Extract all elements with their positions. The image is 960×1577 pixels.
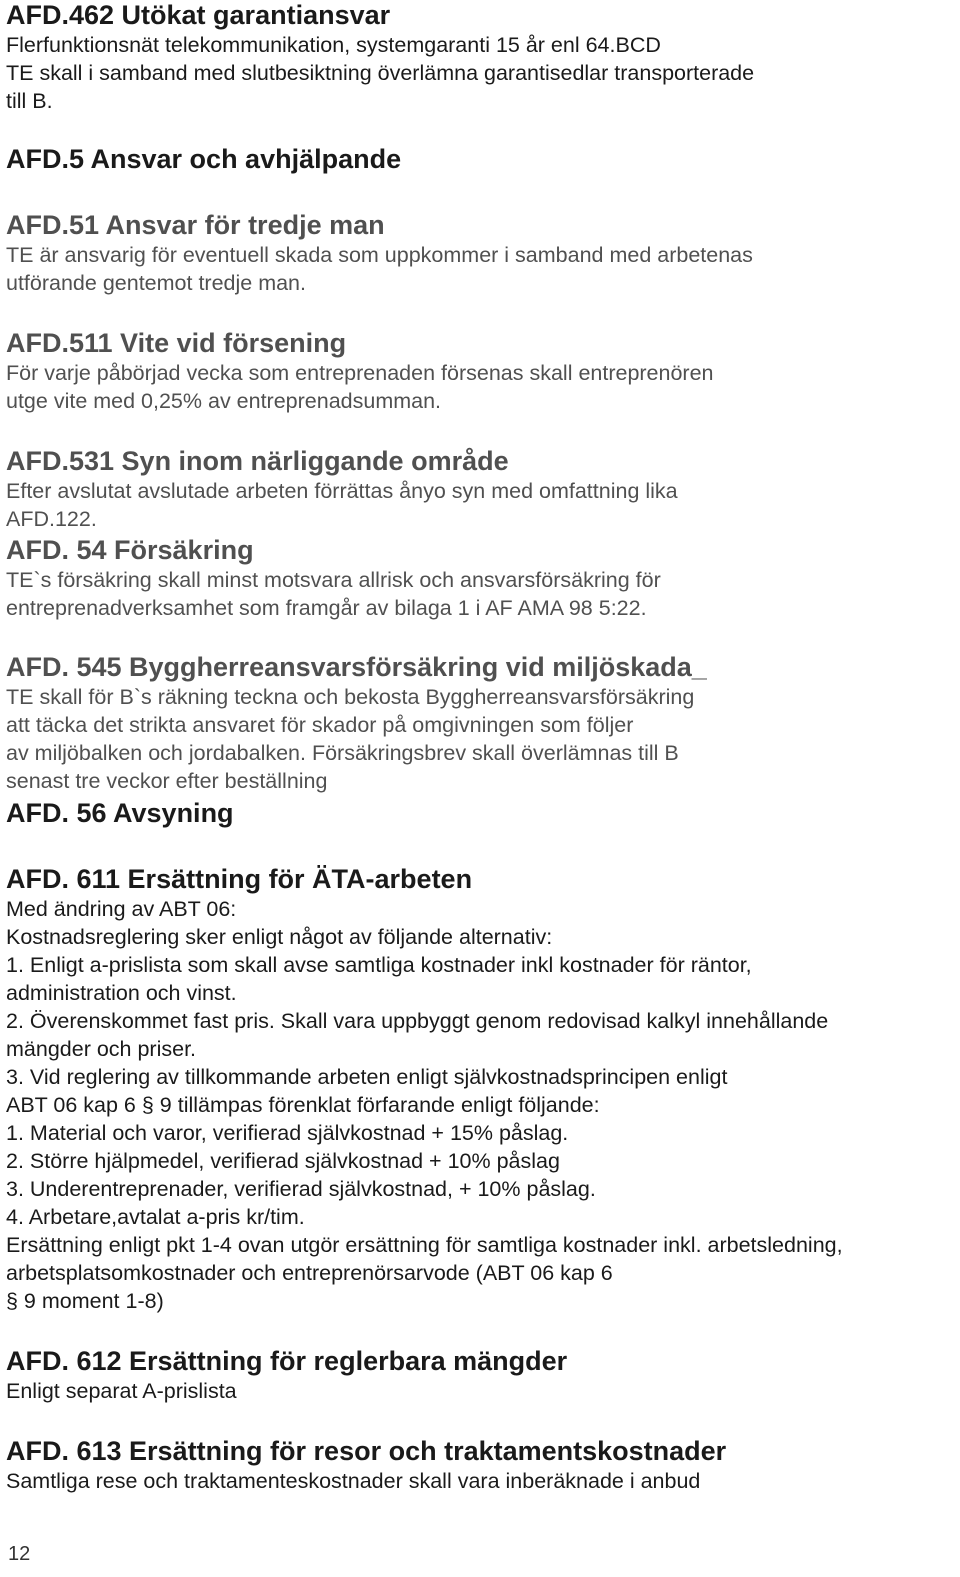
body-line: TE skall för B`s räkning teckna och bekosta Byggherreansvarsförsäkring xyxy=(6,685,695,709)
body-line: 1. Material och varor, verifierad självkostnad + 15% påslag. xyxy=(6,1121,569,1145)
body-line: administration och vinst. xyxy=(6,981,237,1005)
section-heading: AFD. 545 Byggherreansvarsförsäkring vid miljöskada_ xyxy=(6,652,707,682)
body-line: Samtliga rese och traktamenteskostnader skall vara inberäknade i anbud xyxy=(6,1469,701,1493)
section-afd-612 xyxy=(6,1346,567,1405)
body-line: senast tre veckor efter beställning xyxy=(6,769,328,793)
body-line: mängder och priser. xyxy=(6,1037,197,1061)
body-line: ABT 06 kap 6 § 9 tillämpas förenklat förfarande enligt följande: xyxy=(6,1093,600,1117)
body-line: utförande gentemot tredje man. xyxy=(6,271,306,295)
body-line: Kostnadsreglering sker enligt något av följande alternativ: xyxy=(6,925,553,949)
body-line: AFD.122. xyxy=(6,507,97,531)
section-heading: AFD.462 Utökat garantiansvar xyxy=(6,0,391,30)
section-body xyxy=(6,683,707,795)
body-line: TE är ansvarig för eventuell skada som uppkommer i samband med arbetenas xyxy=(6,243,753,267)
section-heading: AFD. 613 Ersättning för resor och traktamentskostnader xyxy=(6,1436,727,1466)
section-body xyxy=(6,241,753,297)
section-afd-613 xyxy=(6,1436,726,1495)
section-body xyxy=(6,895,843,1315)
section-afd-511 xyxy=(6,328,714,415)
section-afd-54 xyxy=(6,535,661,622)
section-heading: AFD.51 Ansvar för tredje man xyxy=(6,210,385,240)
body-line: § 9 moment 1-8) xyxy=(6,1289,164,1313)
section-heading: AFD. 612 Ersättning för reglerbara mängder xyxy=(6,1346,568,1376)
body-line: Efter avslutat avslutade arbeten förrättas ånyo syn med omfattning lika xyxy=(6,479,678,503)
body-line: 2. Större hjälpmedel, verifierad självkostnad + 10% påslag xyxy=(6,1149,560,1173)
section-afd-611 xyxy=(6,864,843,1315)
section-afd-51 xyxy=(6,210,753,297)
section-afd-462 xyxy=(6,0,754,115)
section-body xyxy=(6,566,661,622)
body-line: För varje påbörjad vecka som entreprenaden försenas skall entreprenören xyxy=(6,361,714,385)
body-line: att täcka det strikta ansvaret för skador på omgivningen som följer xyxy=(6,713,634,737)
body-line: till B. xyxy=(6,89,53,113)
body-line: utge vite med 0,25% av entreprenadsumman. xyxy=(6,389,442,413)
section-afd-5 xyxy=(6,144,401,174)
section-afd-545 xyxy=(6,652,707,795)
body-line: arbetsplatsomkostnader och entreprenörsarvode (ABT 06 kap 6 xyxy=(6,1261,613,1285)
body-line: Enligt separat A-prislista xyxy=(6,1379,237,1403)
body-line: TE skall i samband med slutbesiktning överlämna garantisedlar transporterade xyxy=(6,61,755,85)
section-body xyxy=(6,31,754,115)
section-heading: AFD. 54 Försäkring xyxy=(6,535,254,565)
section-heading: AFD.5 Ansvar och avhjälpande xyxy=(6,144,402,174)
body-line: 1. Enligt a-prislista som skall avse samtliga kostnader inkl kostnader för räntor, xyxy=(6,953,752,977)
section-body xyxy=(6,359,714,415)
body-line: av miljöbalken och jordabalken. Försäkringsbrev skall överlämnas till B xyxy=(6,741,679,765)
body-line: 3. Vid reglering av tillkommande arbeten enligt självkostnadsprincipen enligt xyxy=(6,1065,728,1089)
section-afd-531 xyxy=(6,446,678,533)
section-heading: AFD.531 Syn inom närliggande område xyxy=(6,446,509,476)
section-heading: AFD. 611 Ersättning för ÄTA-arbeten xyxy=(6,864,473,894)
body-line: 4. Arbetare,avtalat a-pris kr/tim. xyxy=(6,1205,305,1229)
section-body xyxy=(6,1467,726,1495)
section-body xyxy=(6,477,678,533)
section-heading: AFD. 56 Avsyning xyxy=(6,798,234,828)
page-number: 12 xyxy=(8,1543,31,1565)
body-line: TE`s försäkring skall minst motsvara allrisk och ansvarsförsäkring för xyxy=(6,568,661,592)
section-body xyxy=(6,1377,567,1405)
body-line: Ersättning enligt pkt 1-4 ovan utgör ersättning för samtliga kostnader inkl. arbetsledning, xyxy=(6,1233,843,1257)
body-line: Med ändring av ABT 06: xyxy=(6,897,237,921)
body-line: entreprenadverksamhet som framgår av bilaga 1 i AF AMA 98 5:22. xyxy=(6,596,647,620)
section-afd-56 xyxy=(6,798,234,828)
body-line: 2. Överenskommet fast pris. Skall vara uppbyggt genom redovisad kalkyl innehållande xyxy=(6,1009,829,1033)
body-line: Flerfunktionsnät telekommunikation, systemgaranti 15 år enl 64.BCD xyxy=(6,33,661,57)
body-line: 3. Underentreprenader, verifierad självkostnad, + 10% påslag. xyxy=(6,1177,596,1201)
section-heading: AFD.511 Vite vid försening xyxy=(6,328,347,358)
